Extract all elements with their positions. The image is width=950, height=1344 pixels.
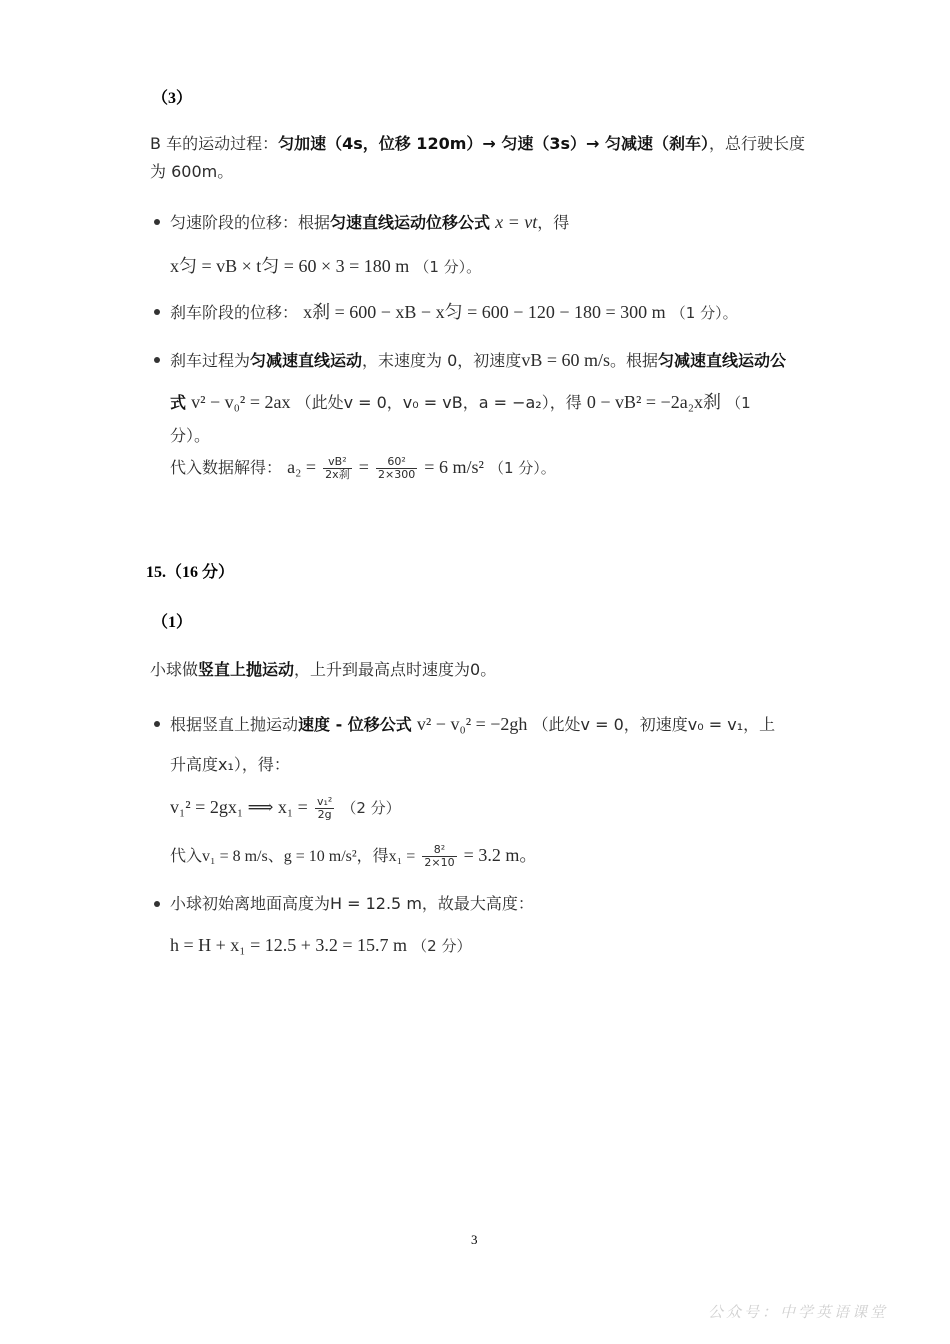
question-15-label: 15.（16 分） xyxy=(146,564,235,581)
q15-part1-label: （1） xyxy=(152,614,193,631)
q15-bullet2-equation: h = H + x₁ = 12.5 + 3.2 = 15.7 m （2 分） xyxy=(170,935,472,955)
q15-intro: 小球做竖直上抛运动，上升到最高点时速度为0。 xyxy=(150,660,497,679)
fraction: $\frac{\text{vB²}}{\text{2x刹}}$ xyxy=(325,455,350,481)
bullet-icon xyxy=(154,901,160,907)
part3-label: （3） xyxy=(152,90,193,107)
q15-bullet2: 小球初始离地面高度为H = 12.5 m，故最大高度： xyxy=(170,894,534,913)
fraction: $\frac{\text{v₁²}}{2g}$ xyxy=(316,795,333,821)
part3-bullet2: 刹车阶段的位移： x刹 = 600 − xB − x匀 = 600 − 120 − 180 = 300 m （1 分）。 xyxy=(170,302,738,322)
bullet-icon xyxy=(154,309,160,315)
part3-bullet3-line2: 式 v² − v₀² = 2ax （此处v = 0，v₀ = vB，a = −a₂），得 0 − vB² = −2a₂x刹 （1 xyxy=(170,392,751,412)
page-number: 3 xyxy=(471,1232,478,1247)
q15-bullet1-line1: 根据竖直上抛运动速度 - 位移公式 v² − v₀² = −2gh （此处v = 0，初速度v₀ = v₁，上 xyxy=(170,714,776,734)
part3-bullet3-line3: 分）。 xyxy=(170,426,211,445)
watermark: 公众号：中学英语课堂 xyxy=(708,1303,889,1321)
q15-bullet1-substitution: 代入v₁ = 8 m/s、g = 10 m/s²，得x₁ = $\frac{\text{8²}}{2\times 10}$ = 3.2 m。 xyxy=(170,843,538,869)
bullet-icon xyxy=(154,721,160,727)
part3-intro-line2: 为 600m。 xyxy=(150,162,234,181)
bullet-icon xyxy=(154,219,160,225)
part3-bullet3-line1: 刹车过程为匀减速直线运动，末速度为 0，初速度vB = 60 m/s。根据匀减速直线运动公 xyxy=(170,350,787,370)
q15-bullet1-line2: 升高度x₁），得： xyxy=(170,755,290,774)
part3-bullet1: 匀速阶段的位移：根据匀速直线运动位移公式 x = vt，得 xyxy=(170,212,570,232)
bullet-icon xyxy=(154,357,160,363)
fraction: $\frac{\text{8²}}{2\times 10}$ xyxy=(424,843,455,869)
fraction: $\frac{\text{60²}}{2\times 300}$ xyxy=(377,455,416,481)
q15-bullet1-equation: v₁² = 2gx₁ ⟹ x₁ = $\frac{\text{v₁²}}{2g}$ （2 分） xyxy=(170,795,401,821)
part3-intro: B 车的运动过程：匀加速（4s，位移 120m）→ 匀速（3s）→ 匀减速（刹车），总行驶长度 xyxy=(150,134,806,153)
part3-bullet1-equation: x匀 = vB × t匀 = 60 × 3 = 180 m （1 分）。 xyxy=(170,256,482,276)
part3-bullet3-substitution: 代入数据解得： a₂ = $\frac{\text{vB²}}{\text{2x刹}}$ = $\frac{\text{60²}}{2\times 300}$ = 6 m/s² （1 分）。 xyxy=(170,455,556,481)
